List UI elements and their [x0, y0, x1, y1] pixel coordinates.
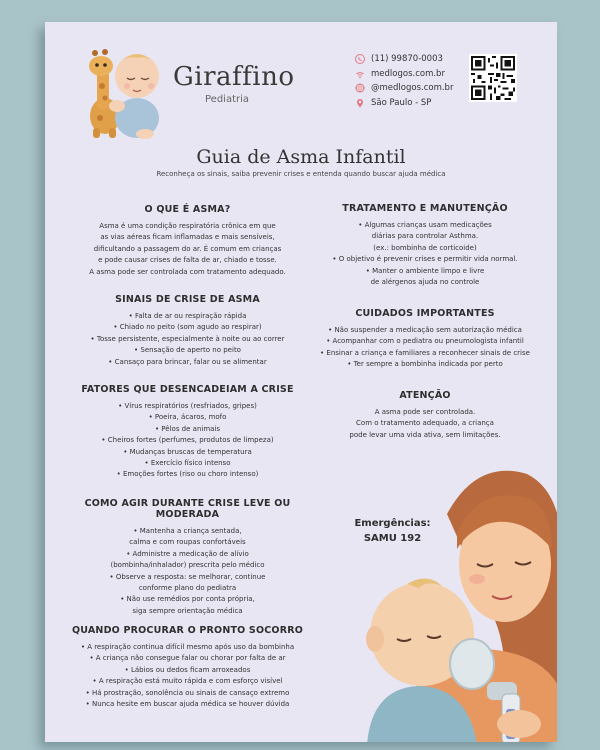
- text-line: e pode causar crises de falta de ar, chiado e tosse.: [98, 256, 277, 265]
- section-important-care: [300, 308, 550, 371]
- page-subtitle: Reconheça os sinais, saiba prevenir crises e entenda quando buscar ajuda médica: [156, 170, 446, 178]
- text-line: diárias para controlar Asthma.: [371, 232, 479, 241]
- contact-phone[interactable]: [355, 52, 453, 67]
- section-how-to-act: [55, 498, 320, 617]
- contact-location: [355, 96, 453, 111]
- text-line: • Pêlos de animais: [154, 424, 221, 433]
- text-line: • Acompanhar com o pediatra ou pneumologista infantil: [326, 337, 524, 346]
- baby-giraffe-logo: [75, 36, 171, 140]
- text-line: • Não use remédios por conta própria,: [120, 595, 255, 604]
- emergency-number[interactable]: SAMU 192: [363, 533, 422, 544]
- section-title: FATORES QUE DESENCADEIAM A CRISE: [81, 384, 294, 395]
- contact-phone-text: (11) 99870-0003: [371, 54, 443, 65]
- text-line: dificultando a passagem do ar. É comum em crianças: [93, 244, 282, 253]
- text-line: • O objetivo é prevenir crises e permitir vida normal.: [332, 255, 518, 264]
- text-line: as vias aéreas ficam inflamadas e mais sensíveis,: [100, 233, 275, 242]
- contact-instagram[interactable]: [355, 81, 453, 96]
- location-icon: [355, 98, 365, 108]
- poster: [45, 22, 557, 742]
- section-title: CUIDADOS IMPORTANTES: [355, 308, 495, 319]
- text-line: • A respiração continua difícil mesmo após uso da bombinha: [80, 643, 295, 651]
- text-line: • Cheiros fortes (perfumes, produtos de limpeza): [101, 436, 274, 445]
- brand-name: Giraffino: [173, 62, 295, 92]
- text-line: • Ter sempre a bombinha indicada por perto: [347, 360, 503, 369]
- contact-instagram-text: @medlogos.com.br: [371, 83, 454, 94]
- section-body: [300, 407, 550, 441]
- text-line: • Nunca hesite em buscar ajuda médica se houver dúvida: [85, 700, 290, 709]
- phone-icon: [355, 54, 365, 64]
- text-line: • Algumas crianças usam medicações: [358, 221, 492, 229]
- text-line: Asma é uma condição respiratória crônica em que: [99, 222, 276, 230]
- text-line: (bombinha/inhalador) prescrita pelo médico: [110, 561, 265, 570]
- mother-baby-illustration: [327, 454, 557, 742]
- contact-info: [355, 52, 453, 110]
- text-line: conforme plano do pediatra: [138, 584, 237, 593]
- contact-website-text: medlogos.com.br: [371, 68, 445, 79]
- text-line: • A respiração está muito rápida e com esforço visível: [92, 677, 283, 686]
- web-icon: [355, 69, 365, 79]
- section-body: [300, 220, 550, 288]
- section-title: O QUE É ASMA?: [144, 204, 231, 215]
- text-line: Com o tratamento adequado, a criança: [356, 419, 494, 428]
- text-line: A asma pode ser controlada.: [374, 408, 476, 416]
- section-crisis-signs: [55, 294, 320, 368]
- section-body: [55, 401, 320, 481]
- text-line: • Observe a resposta: se melhorar, continue: [109, 572, 266, 581]
- contact-website[interactable]: [355, 67, 453, 82]
- section-treatment: [300, 203, 550, 288]
- text-line: • Falta de ar ou respiração rápida: [128, 312, 247, 320]
- page-title: Guia de Asma Infantil: [196, 146, 406, 168]
- section-title: ATENÇÃO: [399, 390, 451, 401]
- section-body: [300, 325, 550, 371]
- emergency-label: Emergências:: [354, 518, 431, 529]
- text-line: de alérgenos ajuda no controle: [370, 278, 480, 287]
- text-line: pode levar uma vida ativa, sem limitações.: [349, 430, 501, 439]
- text-line: • Mudanças bruscas de temperatura: [123, 447, 252, 456]
- text-line: calma e com roupas confortáveis: [129, 538, 246, 547]
- section-attention: [300, 390, 550, 441]
- section-body: [55, 526, 320, 617]
- text-line: • Mantenha a criança sentada,: [133, 527, 242, 535]
- contact-location-text: São Paulo - SP: [371, 97, 432, 108]
- brand-subtitle: Pediatria: [205, 94, 250, 105]
- text-line: (ex.: bombinha de corticoide): [373, 243, 477, 252]
- text-line: • A criança não consegue falar ou chorar por falta de ar: [89, 654, 286, 663]
- giraffe-icon: [89, 49, 120, 138]
- text-line: • Emoções fortes (riso ou choro intenso): [116, 470, 259, 479]
- text-line: • Há prostração, sonolência ou sinais de cansaço extremo: [85, 688, 290, 697]
- text-line: • Tosse persistente, especialmente à noite ou ao correr: [90, 334, 285, 343]
- text-line: siga sempre orientação médica: [132, 606, 243, 615]
- instagram-icon: [355, 83, 365, 93]
- text-line: • Manter o ambiente limpo e livre: [365, 266, 485, 275]
- section-title: QUANDO PROCURAR O PRONTO SOCORRO: [71, 625, 304, 636]
- text-line: • Chiado no peito (som agudo ao respirar): [113, 323, 262, 332]
- section-body: [55, 642, 320, 710]
- section-title: COMO AGIR DURANTE CRISE LEVE OU MODERADA: [84, 498, 291, 520]
- text-line: • Vírus respiratórios (resfriados, gripes): [118, 402, 257, 410]
- text-line: • Ensinar a criança e familiares a reconhecer sinais de crise: [320, 348, 530, 357]
- section-body: [55, 221, 320, 278]
- text-line: • Sensação de aperto no peito: [134, 346, 241, 355]
- text-line: • Poeira, ácaros, mofo: [148, 413, 227, 422]
- section-what-is-asthma: [55, 204, 320, 278]
- text-line: • Administre a medicação de alívio: [126, 549, 249, 558]
- qr-code-icon[interactable]: [469, 54, 517, 102]
- text-line: • Não suspender a medicação sem autorização médica: [328, 326, 522, 334]
- section-title: TRATAMENTO E MANUTENÇÃO: [342, 203, 508, 214]
- section-triggers: [55, 384, 320, 481]
- section-title: SINAIS DE CRISE DE ASMA: [115, 294, 260, 305]
- section-body: [55, 311, 320, 368]
- section-emergency-room: [55, 625, 320, 710]
- text-line: • Cansaço para brincar, falar ou se alimentar: [108, 357, 267, 366]
- text-line: A asma pode ser controlada com tratamento adequado.: [89, 267, 286, 276]
- text-line: • Exercício físico intenso: [144, 459, 231, 468]
- text-line: • Lábios ou dedos ficam arroxeados: [124, 665, 251, 674]
